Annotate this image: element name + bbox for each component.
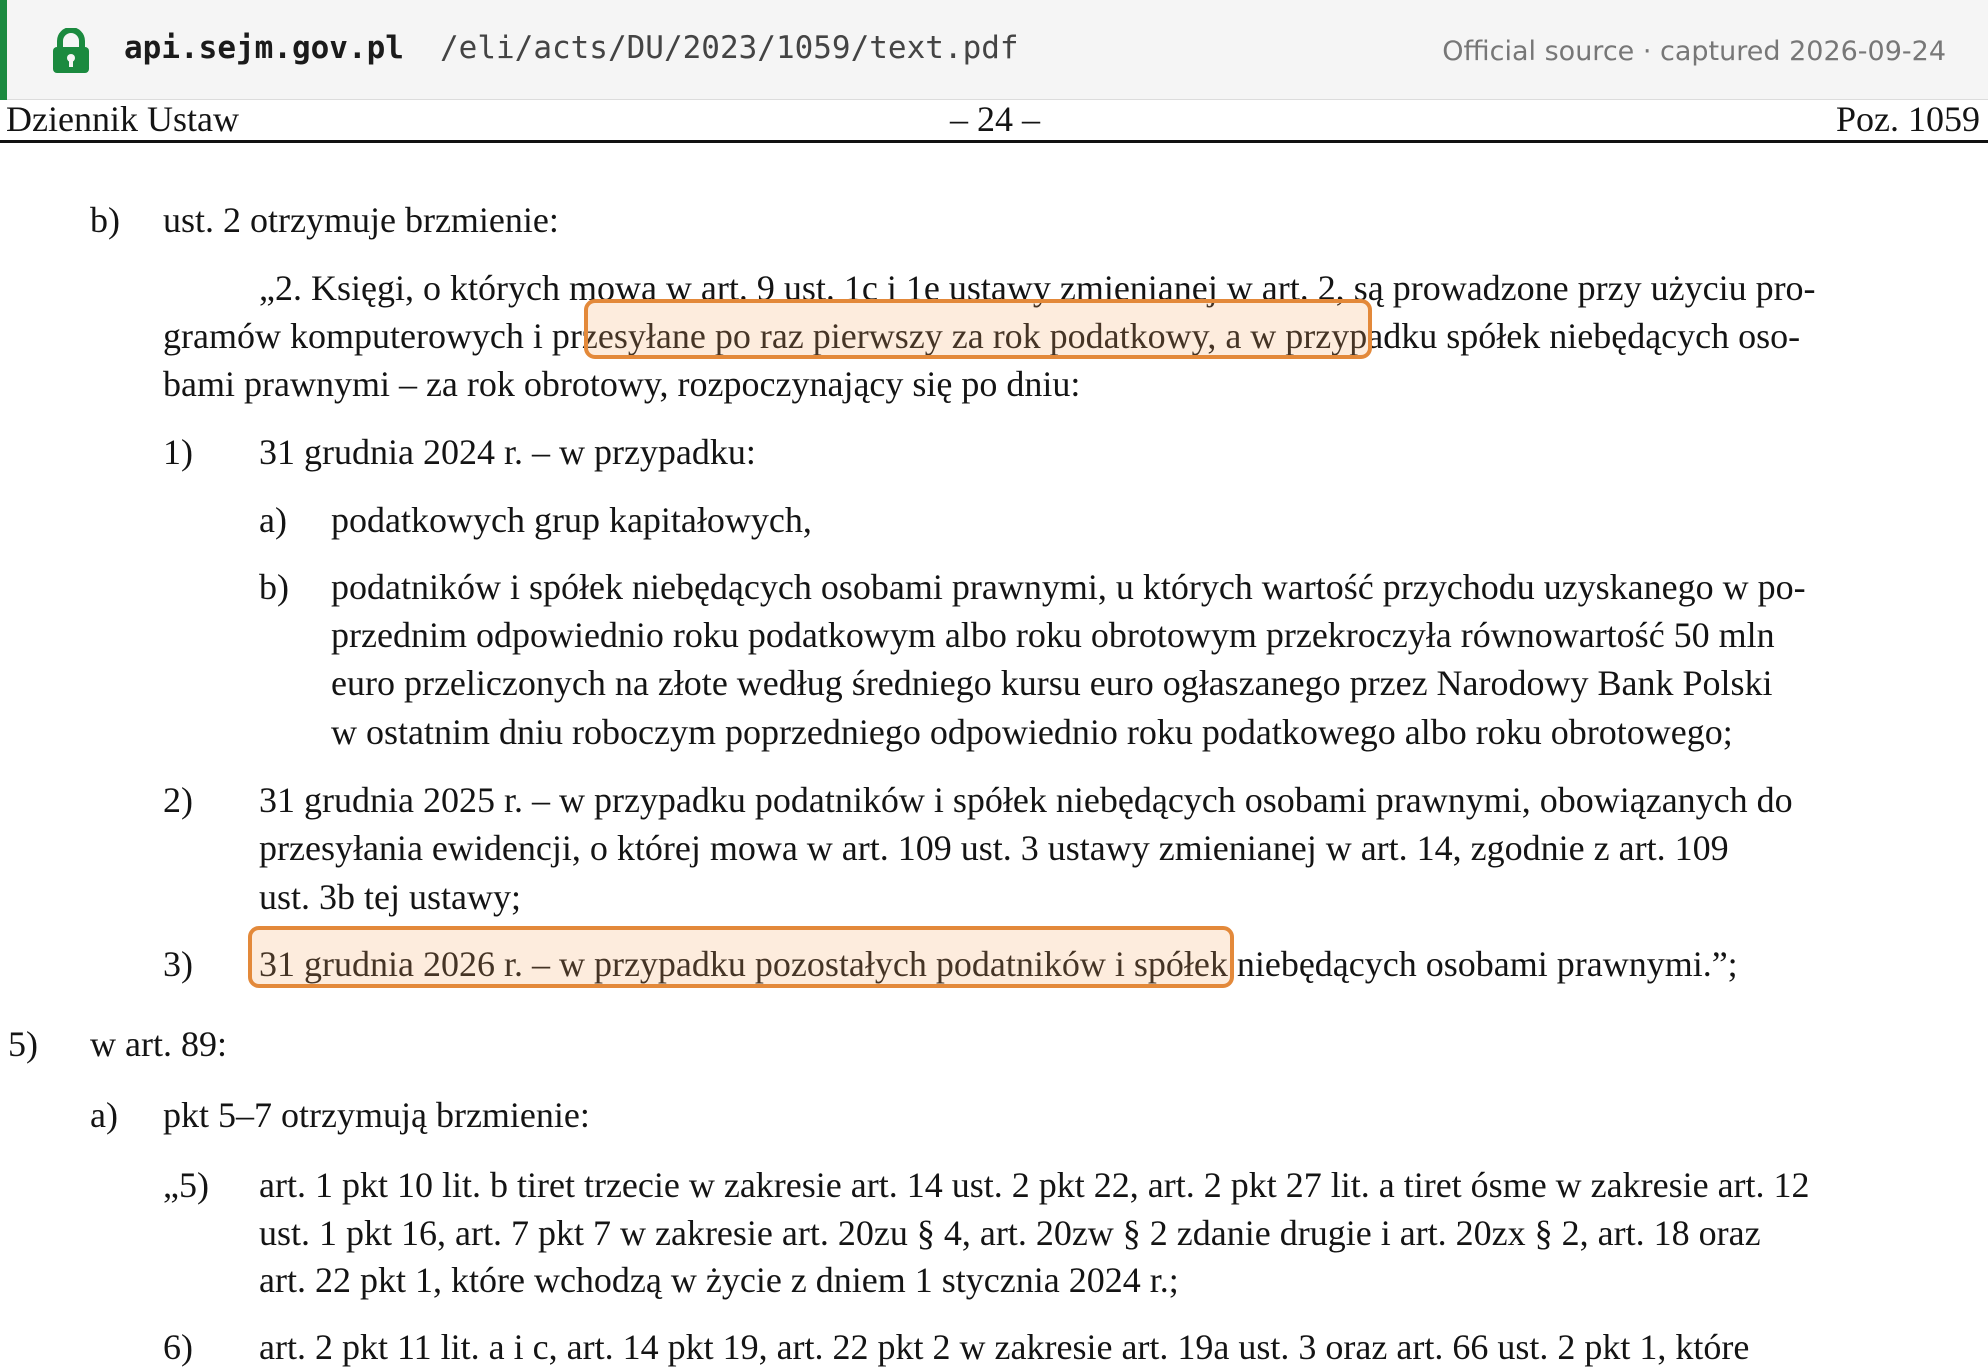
list-item-line: art. 2 pkt 11 lit. a i c, art. 14 pkt 19, art. 22 pkt 2 w zakresie art. 19a ust. 3 oraz art. 66 ust. 2 pkt 1, które	[259, 1327, 1750, 1367]
source-path[interactable]: /eli/acts/DU/2023/1059/text.pdf	[440, 30, 1019, 66]
list-item-line: podatników i spółek niebędących osobami prawnymi, u których wartość przychodu uzyskanego w po-	[331, 567, 1806, 607]
item-label: a)	[90, 1095, 118, 1135]
list-item-line: przednim odpowiednio roku podatkowym albo roku obrotowym przekroczyła równowartość 50 mln	[331, 615, 1775, 655]
item-label: 3)	[163, 944, 193, 984]
item-label: b)	[90, 200, 120, 240]
list-item-text: 31 grudnia 2024 r. – w przypadku:	[259, 432, 756, 472]
list-item-line: art. 22 pkt 1, które wchodzą w życie z dniem 1 stycznia 2024 r.;	[259, 1260, 1179, 1300]
position-number: Poz. 1059	[1836, 99, 1980, 139]
header-rule	[0, 140, 1988, 143]
source-bar	[0, 0, 1988, 100]
list-item-line: ust. 3b tej ustawy;	[259, 877, 521, 917]
item-label: 6)	[163, 1327, 193, 1367]
paragraph-line: „2. Księgi, o których mowa w art. 9 ust. 1c i 1e ustawy zmienianej w art. 2, są prowadzone przy użyciu pro-	[259, 268, 1816, 308]
item-label: 5)	[8, 1024, 38, 1064]
paragraph-intro: ust. 2 otrzymuje brzmienie:	[163, 200, 559, 240]
list-item-text: 31 grudnia 2026 r. – w przypadku pozostałych podatników i spółek niebędących osobami prawnymi.”;	[259, 944, 1738, 984]
paragraph-intro: pkt 5–7 otrzymują brzmienie:	[163, 1095, 590, 1135]
list-item-line: art. 1 pkt 10 lit. b tiret trzecie w zakresie art. 14 ust. 2 pkt 22, art. 2 pkt 27 lit. a tiret ósme w zakresie art. 12	[259, 1165, 1810, 1205]
paragraph-line: bami prawnymi – za rok obrotowy, rozpoczynający się po dniu:	[163, 364, 1081, 404]
list-item-line: ust. 1 pkt 16, art. 7 pkt 7 w zakresie art. 20zu § 4, art. 20zw § 2 zdanie drugie i art. 20zx § 2, art. 18 oraz	[259, 1213, 1761, 1253]
item-label: a)	[259, 500, 287, 540]
paragraph-line: gramów komputerowych i przesyłane po raz pierwszy za rok podatkowy, a w przypadku spółek niebędących oso-	[163, 316, 1801, 356]
page-number: – 24 –	[950, 99, 1040, 139]
list-item-line: 31 grudnia 2025 r. – w przypadku podatników i spółek niebędących osobami prawnymi, obowiązanych do	[259, 780, 1793, 820]
lock-icon	[50, 28, 92, 74]
item-label: 1)	[163, 432, 193, 472]
item-label: 2)	[163, 780, 193, 820]
list-item-line: w ostatnim dniu roboczym poprzedniego odpowiednio roku podatkowego albo roku obrotowego;	[331, 712, 1733, 752]
item-label: b)	[259, 567, 289, 607]
source-host[interactable]: api.sejm.gov.pl	[124, 30, 404, 66]
capture-info: Official source · captured 2026-09-24	[1442, 36, 1946, 67]
list-item-text: podatkowych grup kapitałowych,	[331, 500, 812, 540]
source-accent-strip	[0, 0, 7, 100]
list-item-line: przesyłania ewidencji, o której mowa w art. 109 ust. 3 ustawy zmienianej w art. 14, zgodnie z art. 109	[259, 828, 1729, 868]
item-label: „5)	[163, 1165, 209, 1205]
journal-title: Dziennik Ustaw	[6, 99, 239, 139]
section-text: w art. 89:	[90, 1024, 227, 1064]
list-item-line: euro przeliczonych na złote według średniego kursu euro ogłaszanego przez Narodowy Bank Polski	[331, 663, 1773, 703]
